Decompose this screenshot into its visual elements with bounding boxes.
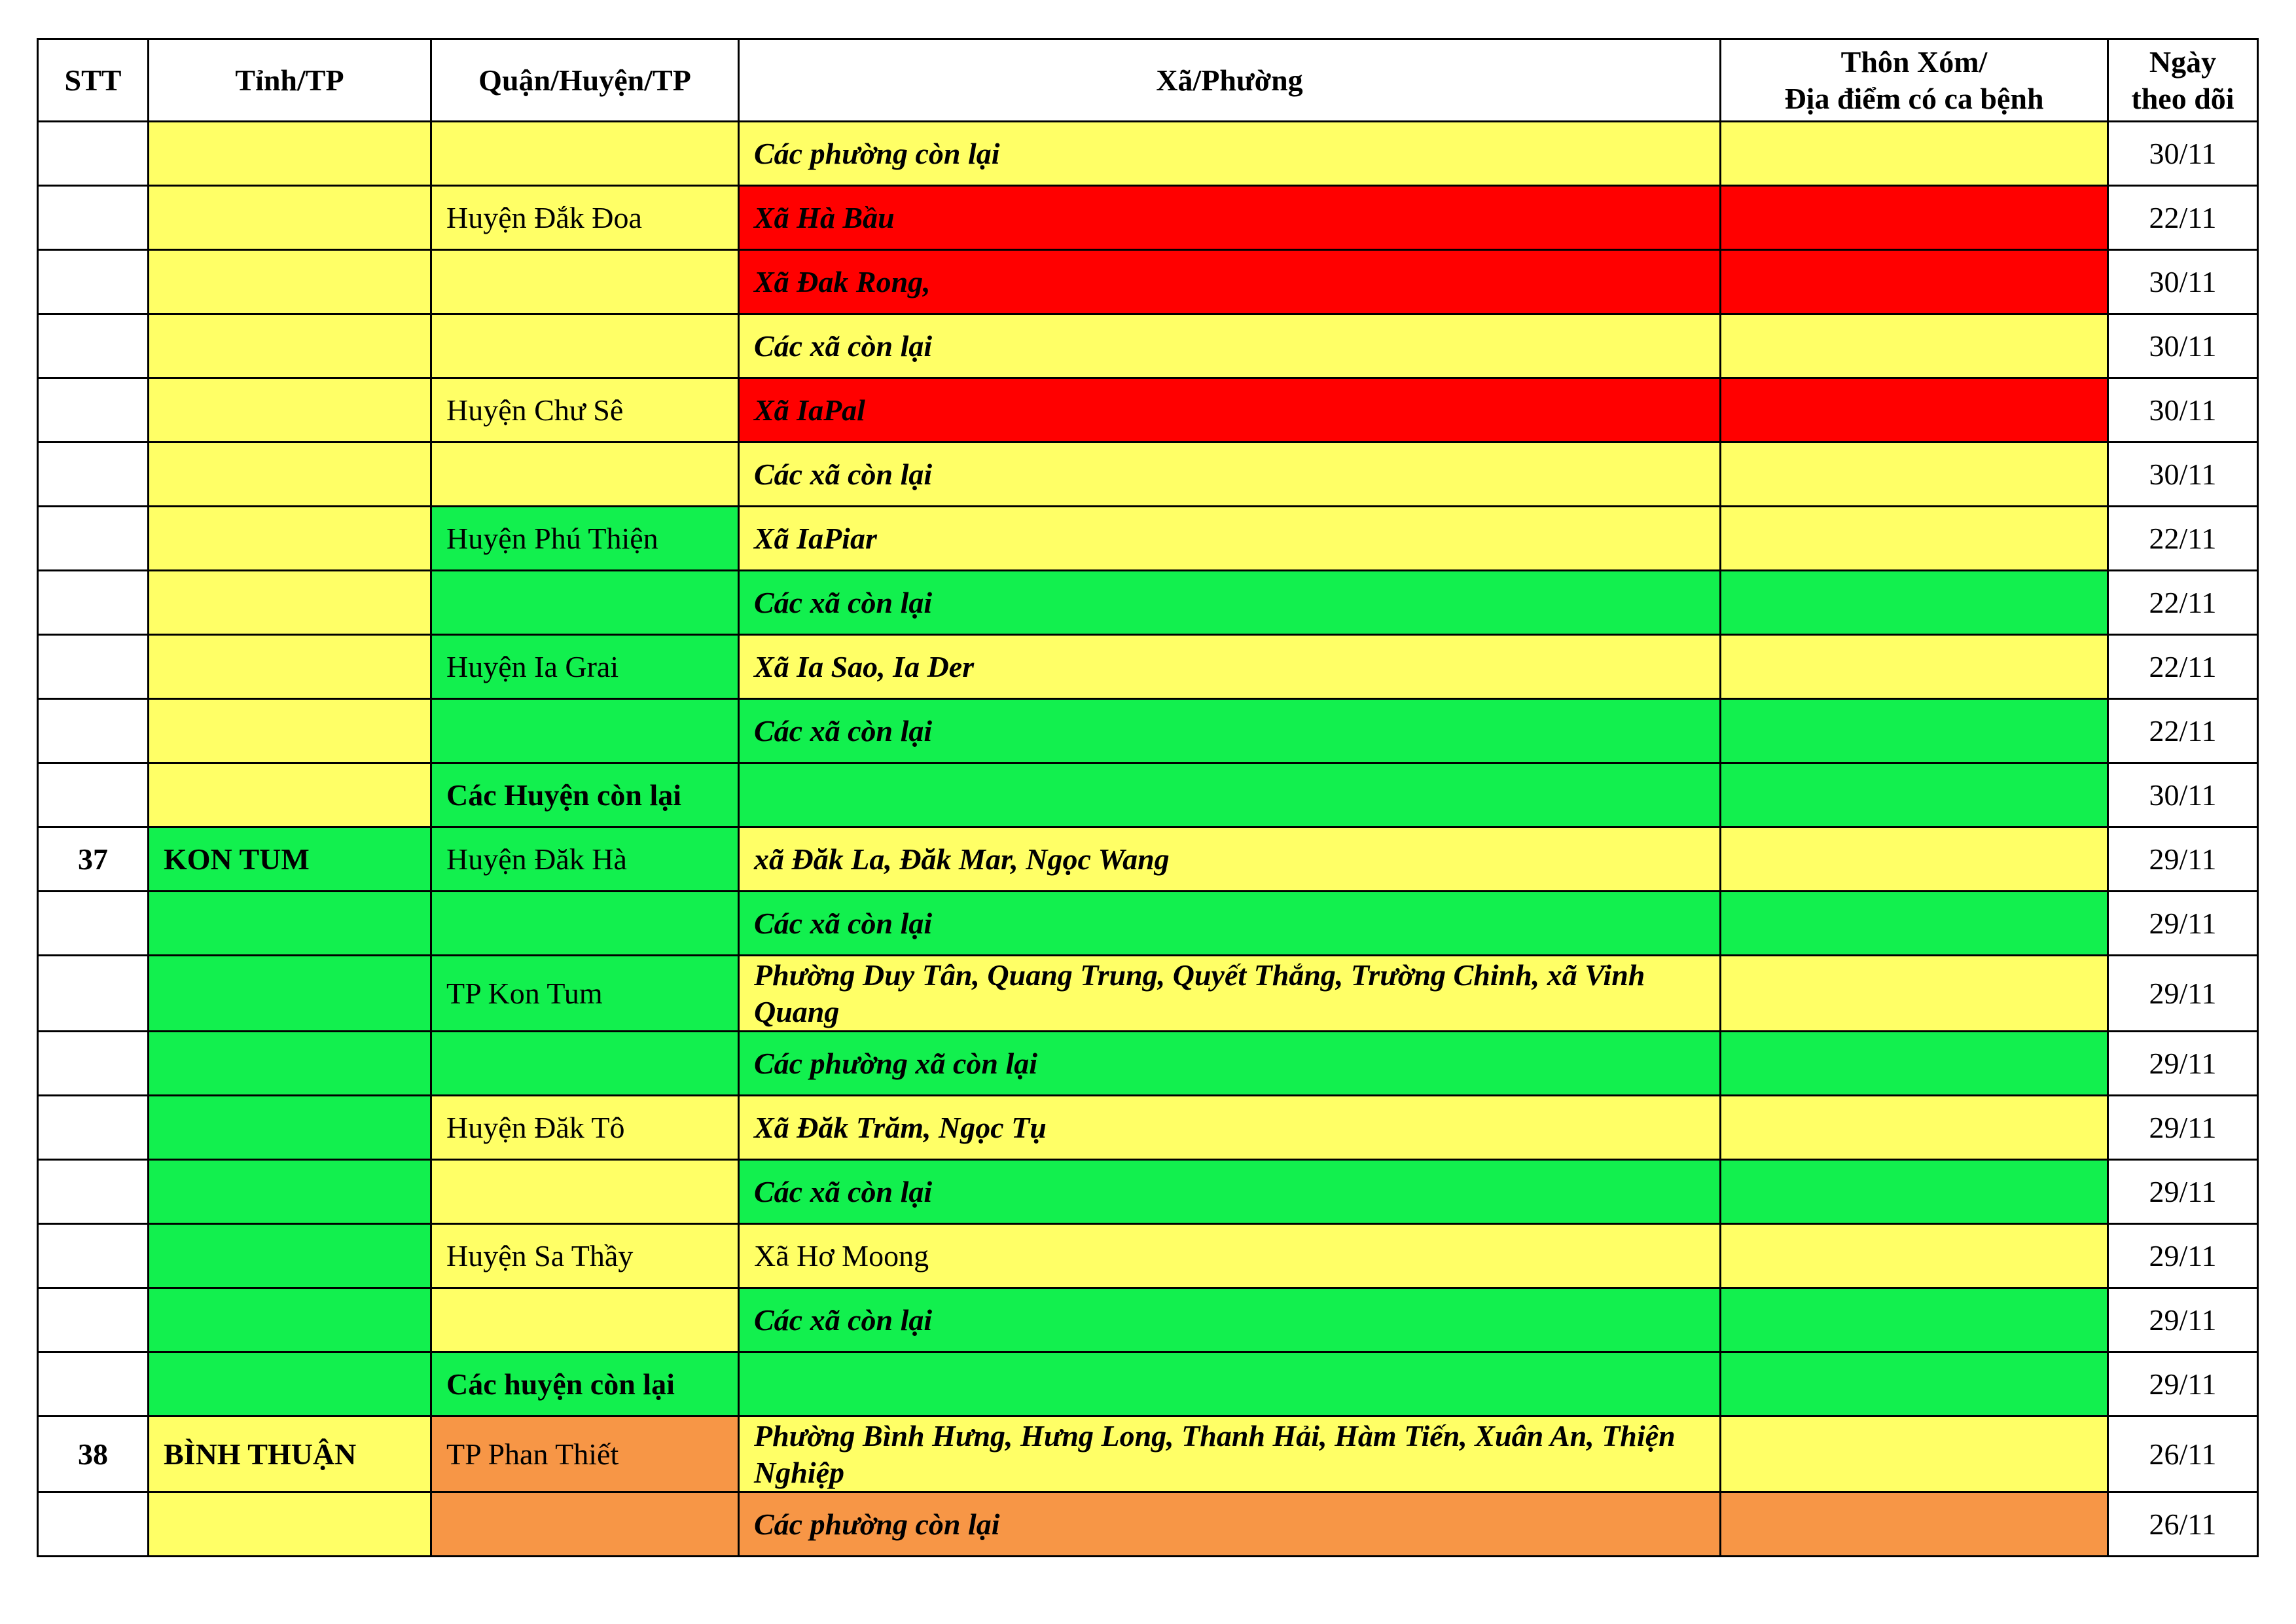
province-cell: [149, 1288, 431, 1352]
date-cell: 29/11: [2108, 956, 2258, 1032]
header-hamlet-line2: Địa điểm có ca bệnh: [1784, 81, 2044, 115]
province-cell: [149, 699, 431, 763]
table-row: [38, 956, 2258, 1032]
district-cell: TP Phan Thiết: [431, 1416, 739, 1492]
province-cell: [149, 1032, 431, 1096]
date-cell: 29/11: [2108, 1160, 2258, 1224]
table-row: [38, 186, 2258, 250]
table-row: [38, 1416, 2258, 1492]
stt-cell: [38, 1352, 149, 1416]
date-cell: 22/11: [2108, 699, 2258, 763]
stt-cell: [38, 892, 149, 956]
commune-cell: Các xã còn lại: [739, 442, 1721, 507]
commune-cell: Các phường còn lại: [739, 122, 1721, 186]
hamlet-cell: [1721, 186, 2108, 250]
district-cell: [431, 1492, 739, 1557]
date-cell: 29/11: [2108, 1224, 2258, 1288]
table-row: [38, 1224, 2258, 1288]
province-cell: [149, 378, 431, 442]
district-cell: [431, 699, 739, 763]
stt-cell: [38, 1096, 149, 1160]
date-cell: 26/11: [2108, 1416, 2258, 1492]
district-cell: Huyện Đăk Hà: [431, 827, 739, 892]
hamlet-cell: [1721, 1096, 2108, 1160]
commune-cell: Xã IaPal: [739, 378, 1721, 442]
header-hamlet: [1721, 39, 2108, 122]
district-cell: [431, 1160, 739, 1224]
stt-cell: 38: [38, 1416, 149, 1492]
table-row: [38, 1492, 2258, 1557]
date-cell: 29/11: [2108, 1032, 2258, 1096]
province-cell: [149, 1160, 431, 1224]
stt-cell: [38, 1160, 149, 1224]
hamlet-cell: [1721, 442, 2108, 507]
commune-cell: Phường Duy Tân, Quang Trung, Quyết Thắng, Trường Chinh, xã Vinh Quang: [739, 956, 1721, 1032]
header-district: Quận/Huyện/TP: [431, 39, 739, 122]
commune-cell: Xã Hà Bầu: [739, 186, 1721, 250]
district-cell: [431, 122, 739, 186]
table-row: [38, 763, 2258, 827]
commune-cell: [739, 1352, 1721, 1416]
commune-cell: Các xã còn lại: [739, 699, 1721, 763]
district-cell: Huyện Chư Sê: [431, 378, 739, 442]
table-row: [38, 571, 2258, 635]
date-cell: 22/11: [2108, 507, 2258, 571]
commune-cell: Xã Đak Rong,: [739, 250, 1721, 314]
hamlet-cell: [1721, 1160, 2108, 1224]
stt-cell: [38, 571, 149, 635]
province-cell: [149, 1352, 431, 1416]
district-cell: [431, 250, 739, 314]
province-cell: [149, 763, 431, 827]
district-cell: Huyện Sa Thầy: [431, 1224, 739, 1288]
stt-cell: [38, 763, 149, 827]
stt-cell: [38, 1492, 149, 1557]
hamlet-cell: [1721, 763, 2108, 827]
date-cell: 26/11: [2108, 1492, 2258, 1557]
stt-cell: [38, 699, 149, 763]
province-cell: [149, 122, 431, 186]
header-province: Tỉnh/TP: [149, 39, 431, 122]
commune-cell: Các xã còn lại: [739, 314, 1721, 378]
hamlet-cell: [1721, 1492, 2108, 1557]
date-cell: 29/11: [2108, 1352, 2258, 1416]
hamlet-cell: [1721, 314, 2108, 378]
province-cell: BÌNH THUẬN: [149, 1416, 431, 1492]
hamlet-cell: [1721, 699, 2108, 763]
date-cell: 29/11: [2108, 1288, 2258, 1352]
table-row: [38, 699, 2258, 763]
stt-cell: [38, 507, 149, 571]
district-cell: [431, 1288, 739, 1352]
date-cell: 29/11: [2108, 892, 2258, 956]
commune-cell: Các xã còn lại: [739, 1160, 1721, 1224]
table-row: [38, 122, 2258, 186]
stt-cell: [38, 1288, 149, 1352]
province-cell: [149, 892, 431, 956]
stt-cell: [38, 314, 149, 378]
date-cell: 30/11: [2108, 763, 2258, 827]
commune-cell: Các xã còn lại: [739, 571, 1721, 635]
date-cell: 22/11: [2108, 186, 2258, 250]
hamlet-cell: [1721, 122, 2108, 186]
province-cell: [149, 442, 431, 507]
date-cell: 30/11: [2108, 442, 2258, 507]
commune-cell: Các phường còn lại: [739, 1492, 1721, 1557]
district-cell: [431, 571, 739, 635]
table-row: [38, 1352, 2258, 1416]
province-cell: [149, 1096, 431, 1160]
table-row: [38, 442, 2258, 507]
date-cell: 30/11: [2108, 314, 2258, 378]
table-row: [38, 1096, 2258, 1160]
commune-cell: Phường Bình Hưng, Hưng Long, Thanh Hải, Hàm Tiến, Xuân An, Thiện Nghiệp: [739, 1416, 1721, 1492]
district-cell: [431, 442, 739, 507]
province-cell: [149, 1224, 431, 1288]
province-cell: KON TUM: [149, 827, 431, 892]
district-cell: Huyện Ia Grai: [431, 635, 739, 699]
zone-table: [37, 38, 2259, 1557]
table-row: [38, 635, 2258, 699]
commune-cell: Các xã còn lại: [739, 1288, 1721, 1352]
district-cell: Các Huyện còn lại: [431, 763, 739, 827]
stt-cell: 37: [38, 827, 149, 892]
commune-cell: Xã Ia Sao, Ia Der: [739, 635, 1721, 699]
hamlet-cell: [1721, 635, 2108, 699]
stt-cell: [38, 1032, 149, 1096]
district-cell: Huyện Phú Thiện: [431, 507, 739, 571]
stt-cell: [38, 186, 149, 250]
date-cell: 29/11: [2108, 827, 2258, 892]
hamlet-cell: [1721, 507, 2108, 571]
district-cell: Các huyện còn lại: [431, 1352, 739, 1416]
table-row: [38, 1160, 2258, 1224]
date-cell: 30/11: [2108, 122, 2258, 186]
hamlet-cell: [1721, 571, 2108, 635]
table-row: [38, 250, 2258, 314]
hamlet-cell: [1721, 378, 2108, 442]
table-row: [38, 892, 2258, 956]
province-cell: [149, 956, 431, 1032]
province-cell: [149, 186, 431, 250]
date-cell: 22/11: [2108, 635, 2258, 699]
date-cell: 30/11: [2108, 378, 2258, 442]
header-commune: Xã/Phường: [739, 39, 1721, 122]
commune-cell: xã Đăk La, Đăk Mar, Ngọc Wang: [739, 827, 1721, 892]
table-row: [38, 1288, 2258, 1352]
hamlet-cell: [1721, 827, 2108, 892]
hamlet-cell: [1721, 1416, 2108, 1492]
province-cell: [149, 507, 431, 571]
header-row: [38, 39, 2258, 122]
stt-cell: [38, 442, 149, 507]
table-row: [38, 378, 2258, 442]
table-row: [38, 1032, 2258, 1096]
hamlet-cell: [1721, 1224, 2108, 1288]
date-cell: 29/11: [2108, 1096, 2258, 1160]
commune-cell: Các phường xã còn lại: [739, 1032, 1721, 1096]
province-cell: [149, 1492, 431, 1557]
stt-cell: [38, 956, 149, 1032]
hamlet-cell: [1721, 1032, 2108, 1096]
header-date: [2108, 39, 2258, 122]
header-date-line1: Ngày: [2149, 45, 2217, 79]
district-cell: TP Kon Tum: [431, 956, 739, 1032]
hamlet-cell: [1721, 1288, 2108, 1352]
hamlet-cell: [1721, 956, 2108, 1032]
province-cell: [149, 571, 431, 635]
stt-cell: [38, 250, 149, 314]
header-date-line2: theo dõi: [2131, 81, 2234, 115]
table-row: [38, 507, 2258, 571]
date-cell: 22/11: [2108, 571, 2258, 635]
table-row: [38, 827, 2258, 892]
header-hamlet-line1: Thôn Xóm/: [1840, 45, 1988, 79]
district-cell: [431, 1032, 739, 1096]
stt-cell: [38, 378, 149, 442]
commune-cell: Các xã còn lại: [739, 892, 1721, 956]
hamlet-cell: [1721, 250, 2108, 314]
commune-cell: Xã Đăk Trăm, Ngọc Tụ: [739, 1096, 1721, 1160]
commune-cell: Xã IaPiar: [739, 507, 1721, 571]
stt-cell: [38, 635, 149, 699]
date-cell: 30/11: [2108, 250, 2258, 314]
stt-cell: [38, 122, 149, 186]
commune-cell: Xã Hơ Moong: [739, 1224, 1721, 1288]
province-cell: [149, 250, 431, 314]
province-cell: [149, 635, 431, 699]
hamlet-cell: [1721, 892, 2108, 956]
commune-cell: [739, 763, 1721, 827]
table-row: [38, 314, 2258, 378]
district-cell: Huyện Đăk Tô: [431, 1096, 739, 1160]
district-cell: [431, 892, 739, 956]
district-cell: [431, 314, 739, 378]
header-stt: STT: [38, 39, 149, 122]
hamlet-cell: [1721, 1352, 2108, 1416]
district-cell: Huyện Đắk Đoa: [431, 186, 739, 250]
province-cell: [149, 314, 431, 378]
stt-cell: [38, 1224, 149, 1288]
